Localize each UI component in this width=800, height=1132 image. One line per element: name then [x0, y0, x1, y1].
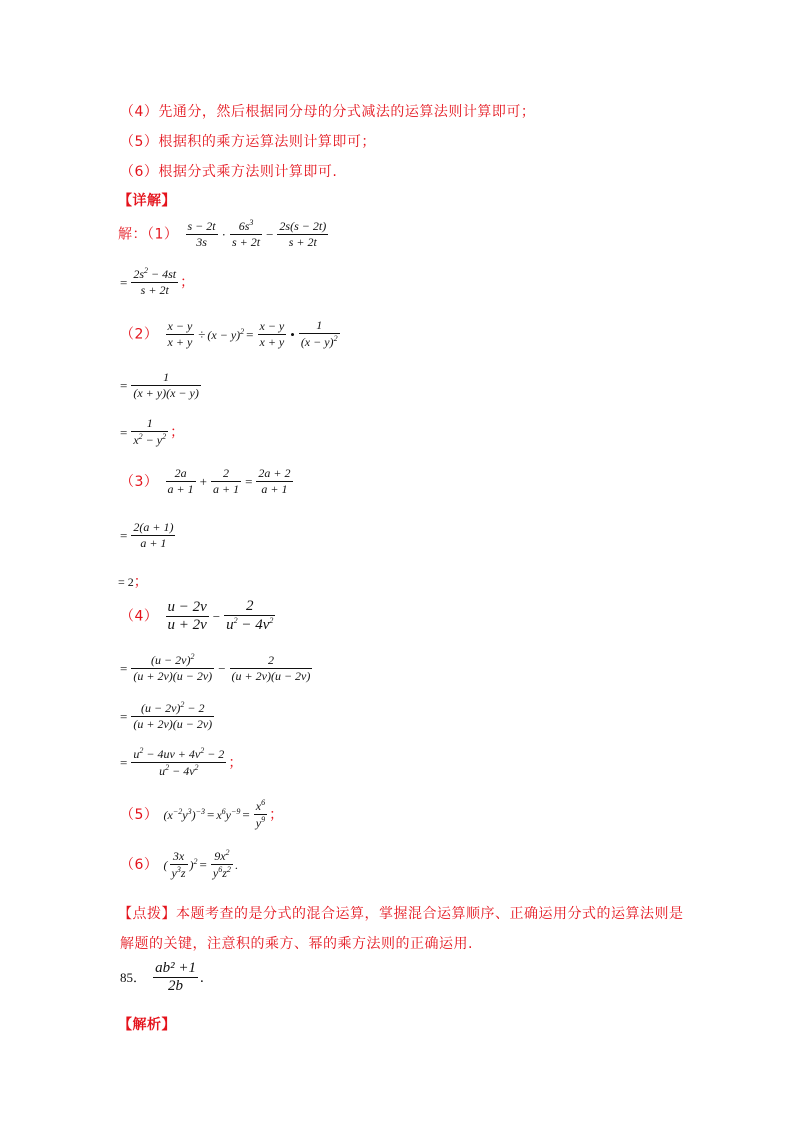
solution-part-3-step: = $\frac{2(a + 1)}{a + 1}$ — [120, 520, 174, 550]
fraction — [153, 960, 198, 995]
semicolon: ； — [228, 755, 243, 771]
fraction: $\frac{2(a + 1)}{a + 1}$ — [133, 520, 174, 550]
part-3-result-value: = 2 — [118, 575, 134, 589]
q85-numerator: ab² +1 — [155, 960, 196, 976]
fraction: $\frac{1}{x^2 - y^2}$ — [133, 416, 167, 447]
fraction: $\frac{2}{u^2 - 4v^2}$ — [226, 598, 274, 633]
solution-part-4-result: = $\frac{u^2 - 4uv + 4v^2 - 2}{u^2 - 4v^2}$ ； — [120, 746, 243, 778]
fraction: $\frac{s - 2t}{3s}$ — [187, 218, 216, 249]
solution-part-2-step: = $\frac{1}{(x + y)(x - y)}$ — [120, 370, 199, 400]
fraction: $\frac{2s^2 - 4st}{s + 2t}$ — [133, 266, 177, 297]
solution-part-3: （3） $\frac{2a}{a + 1}$ + $\frac{2}{a + 1}$ = $\frac{2a + 2}{a + 1}$ — [120, 466, 291, 496]
semicolon: ； — [180, 274, 195, 291]
question-85 — [120, 960, 204, 995]
solution-part-4-step-2: = $\frac{(u - 2v)^2 - 2}{(u + 2v)(u - 2v)}$ — [120, 700, 213, 731]
fraction: $\frac{2}{(u + 2v)(u - 2v)}$ — [231, 652, 311, 683]
solution-part-1-result: = $\frac{2s^2 - 4st}{s + 2t}$ ； — [120, 266, 195, 297]
intro-step-6: （6）根据分式乘方法则计算即可. — [120, 164, 338, 180]
semicolon: ； — [269, 807, 284, 823]
q85-denominator: 2b — [153, 977, 198, 995]
part-5-label: （5） — [120, 807, 159, 823]
fraction: $\frac{u - 2v}{u + 2v}$ — [167, 598, 207, 633]
fraction: $\frac{1}{(x + y)(x - y)}$ — [133, 370, 199, 400]
fraction: $\frac{9x^2}{y^6z^2}$ — [212, 848, 231, 880]
fraction: $\frac{3x}{y^3z}$ — [171, 848, 186, 880]
fraction: $\frac{2}{a + 1}$ — [212, 466, 240, 496]
solution-part-2: （2） $\frac{x - y}{x + y}$ ÷ $(x - y)^2$ = $\frac{x - y}{x + y}$ • $\frac{1}{(x - y)^2}$ — [120, 318, 338, 349]
fraction: $\frac{x - y}{x + y}$ — [259, 318, 285, 349]
fraction: $\frac{(u - 2v)^2 - 2}{(u + 2v)(u - 2v)}$ — [133, 700, 213, 731]
analysis-heading: 【解析】 — [118, 1017, 176, 1033]
period: . — [199, 970, 204, 986]
question-number: 85． — [120, 970, 147, 985]
solution-part-3-result — [118, 571, 148, 591]
solution-part-6: （6） ( $\frac{3x}{y^3z}$ )$^2$ = $\frac{9x^2}{y^6z^2}$ . — [120, 848, 238, 880]
solution-part-4-step-1: = $\frac{(u - 2v)^2}{(u + 2v)(u - 2v)}$ − $\frac{2}{(u + 2v)(u - 2v)}$ — [120, 652, 311, 683]
fraction: $\frac{2a}{a + 1}$ — [167, 466, 194, 496]
hint-line-2: 解题的关键，注意积的乘方、幂的乘方法则的正确运用. — [120, 936, 473, 952]
fraction: $\frac{2a + 2}{a + 1}$ — [258, 466, 291, 496]
part-6-label: （6） — [120, 857, 159, 873]
solution-part-5: （5） $(x^{-2}y^3)^{-3} = x^6y^{-9}$ = $\frac{x^6}{y^9}$ ； — [120, 798, 284, 830]
hint-line-1: 【点拨】本题考查的是分式的混合运算，掌握混合运算顺序、正确运用分式的运算法则是 — [118, 906, 684, 922]
part-2-label: （2） — [120, 326, 159, 343]
semicolon: ； — [133, 574, 149, 590]
fraction: $\frac{6s^3}{s + 2t}$ — [231, 218, 261, 249]
fraction: $\frac{x - y}{x + y}$ — [167, 318, 193, 349]
part-3-label: （3） — [120, 474, 159, 490]
detail-heading: 【详解】 — [118, 193, 176, 209]
intro-step-4: （4）先通分，然后根据同分母的分式减法的运算法则计算即可； — [120, 104, 536, 120]
fraction: $\frac{(u - 2v)^2}{(u + 2v)(u - 2v)}$ — [133, 652, 213, 683]
part-4-label: （4） — [120, 608, 159, 625]
solution-part-4: （4） $\frac{u - 2v}{u + 2v}$ − $\frac{2}{u^2 - 4v^2}$ — [120, 598, 274, 633]
fraction: $\frac{1}{(x - y)^2}$ — [300, 318, 338, 349]
intro-step-5: （5）根据积的乘方运算法则计算即可； — [120, 134, 376, 150]
period: . — [234, 858, 238, 872]
fraction: $\frac{2s(s - 2t)}{s + 2t}$ — [279, 218, 327, 249]
semicolon: ； — [170, 424, 185, 441]
solution-prefix: 解：（1） — [118, 226, 179, 243]
fraction: $\frac{u^2 - 4uv + 4v^2 - 2}{u^2 - 4v^2}$ — [133, 746, 225, 778]
fraction: $\frac{x^6}{y^9}$ — [255, 798, 266, 830]
solution-part-2-result: = $\frac{1}{x^2 - y^2}$ ； — [120, 416, 185, 447]
solution-part-1: 解：（1） $\frac{s - 2t}{3s}$ · $\frac{6s^3}{s + 2t}$ − $\frac{2s(s - 2t)}{s + 2t}$ — [118, 218, 327, 249]
